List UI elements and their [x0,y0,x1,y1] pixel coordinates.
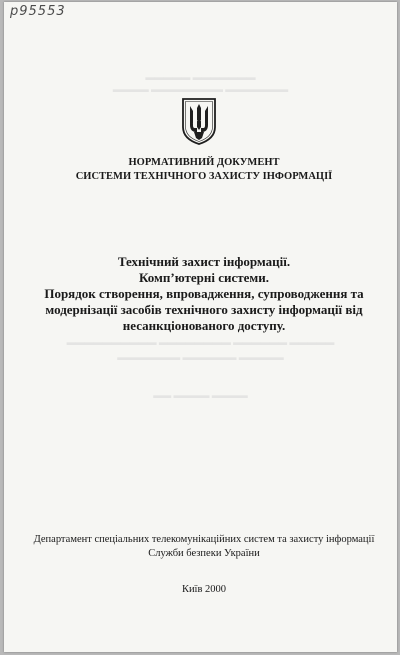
show-through-text: ▬▬▬▬ ▬▬▬▬▬▬▬▬ ▬▬▬▬▬▬▬ [112,84,289,94]
document-type-line: НОРМАТИВНИЙ ДОКУМЕНТ [128,157,280,168]
document-type-line: СИСТЕМИ ТЕХНІЧНОГО ЗАХИСТУ ІНФОРМАЦІЇ [75,171,333,182]
document-title [4,254,400,334]
document-page [4,2,397,652]
show-through-text: ▬▬▬▬▬▬▬ ▬▬▬▬▬▬ ▬▬▬▬▬ [117,352,284,362]
publisher [4,533,400,561]
title-line: Порядок створення, впровадження, супроводження та [44,286,364,301]
title-line: Технічний захист інформації. [117,254,291,269]
show-through-text: ▬▬ ▬▬▬▬ ▬▬▬▬ [153,390,248,400]
trident-coat-of-arms-icon [181,97,217,145]
inventory-number: p95553 [10,4,66,19]
show-through-text: ▬▬▬▬▬▬▬▬▬▬ ▬▬▬▬▬▬▬▬ ▬▬▬▬▬▬ ▬▬▬▬▬ [66,337,335,347]
title-line: Комп’ютерні системи. [139,270,269,285]
document-type [4,156,400,184]
title-line: модернізації засобів технічного захисту інформації від [45,302,363,317]
publisher-line: Служби безпеки України [148,548,260,559]
title-line: несанкціонованого доступу. [122,318,286,333]
place-year: Київ 2000 [181,584,227,595]
show-through-text: ▬▬▬▬▬ ▬▬▬▬▬▬▬ [145,72,256,82]
publisher-line: Департамент спеціальних телекомунікаційних систем та захисту інформації [33,534,375,545]
